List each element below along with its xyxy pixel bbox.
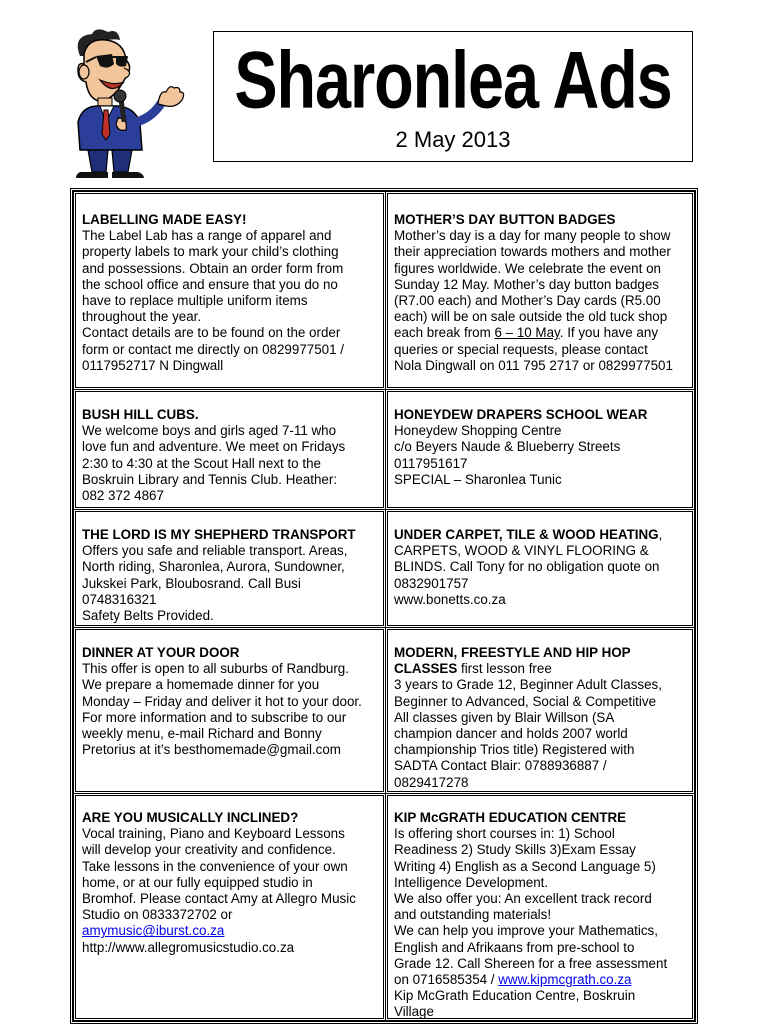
ad-line: Writing 4) English as a Second Language 5)	[394, 858, 656, 874]
ad-line: (R7.00 each) and Mother’s Day cards (R5.00	[394, 293, 661, 309]
ad-line: 0832901757	[394, 575, 469, 591]
ad-line: Grade 12. Call Shereen for a free assessment	[394, 955, 668, 971]
ad-line: Honeydew Shopping Centre	[394, 423, 562, 439]
ad-line: This offer is open to all suburbs of Randburg.	[82, 661, 349, 677]
ad-line: Beginner to Advanced, Social & Competitive	[394, 693, 657, 709]
ad-heading: HONEYDEW DRAPERS SCHOOL WEAR	[394, 407, 648, 422]
ad-line: Nola Dingwall on 011 795 2717 or 0829977501	[394, 357, 673, 373]
ad-line: Readiness 2) Study Skills 3)Exam Essay	[394, 842, 636, 858]
ad-line: Intelligence Development.	[394, 874, 549, 890]
ad-line: The Label Lab has a range of apparel and	[82, 228, 332, 244]
ad-line: queries or special requests, please contact	[394, 341, 648, 357]
ad-line: www.bonetts.co.za	[394, 591, 506, 607]
ad-line: Mother’s day is a day for many people to show	[394, 228, 671, 244]
ad-line: Offers you safe and reliable transport. Areas,	[82, 543, 348, 559]
issue-date: 2 May 2013	[395, 127, 511, 152]
ad-line: Kip McGrath Education Centre, Boskruin	[394, 988, 636, 1004]
ad-heading: CLASSES	[394, 661, 458, 677]
ad-labelling	[73, 191, 386, 390]
ad-line: weekly menu, e-mail Richard and Bonny	[82, 726, 322, 742]
ad-line	[394, 972, 688, 988]
ad-line: BLINDS. Call Tony for no obligation quote on	[394, 559, 660, 575]
ad-line: Village	[394, 1004, 434, 1020]
ad-heading: DINNER AT YOUR DOOR	[82, 645, 240, 660]
kip-website-link[interactable]: www.kipmcgrath.co.za	[498, 972, 632, 988]
ad-line: and possessions. Obtain an order form from	[82, 260, 344, 276]
ad-musically-inclined	[73, 793, 386, 1021]
ad-line: property labels to mark your child’s clothing	[82, 244, 339, 260]
ad-line: Studio on 0833372702 or	[82, 907, 233, 923]
sale-dates: 6 – 10 May	[494, 325, 560, 341]
ad-heading: MODERN, FREESTYLE AND HIP HOP	[394, 645, 631, 660]
page-title: Sharonlea Ads	[234, 34, 672, 126]
ad-line: Boskruin Library and Tennis Club. Heather:	[82, 471, 338, 487]
title-speech-bubble	[213, 31, 693, 162]
ad-line: Jukskei Park, Bloubosrand. Call Busi	[82, 575, 301, 591]
ad-line: their appreciation towards mothers and mother	[394, 244, 671, 260]
ad-line: form or contact me directly on 0829977501 /	[82, 341, 345, 357]
ad-line: 0748316321	[82, 591, 157, 607]
ad-line: English and Afrikaans from pre-school to	[394, 939, 635, 955]
ad-line: throughout the year.	[82, 309, 202, 325]
ad-line: Vocal training, Piano and Keyboard Lessons	[82, 826, 345, 842]
ad-line: SPECIAL – Sharonlea Tunic	[394, 471, 562, 487]
ad-line: Sunday 12 May. Mother’s day button badges	[394, 276, 660, 292]
ad-line: the school office and ensure that you do no	[82, 276, 338, 292]
ad-dance-classes	[385, 627, 695, 794]
ad-line: c/o Beyers Naude & Blueberry Streets	[394, 439, 621, 455]
ad-line: All classes given by Blair Willson (SA	[394, 709, 615, 725]
ad-line: 3 years to Grade 12, Beginner Adult Classes,	[394, 677, 662, 693]
ad-line: home, or at our fully equipped studio in	[82, 874, 313, 890]
ad-heading: BUSH HILL CUBS.	[82, 407, 199, 422]
ad-heading: UNDER CARPET, TILE & WOOD HEATING	[394, 527, 659, 542]
ad-line: We can help you improve your Mathematics,	[394, 923, 658, 939]
ad-line: Pretorius at it’s besthomemade@gmail.com	[82, 742, 341, 758]
ad-line: We welcome boys and girls aged 7-11 who	[82, 423, 337, 439]
ad-heading: KIP McGRATH EDUCATION CENTRE	[394, 810, 627, 825]
ad-line: 0829417278	[394, 774, 469, 790]
ad-heading-line	[394, 527, 688, 543]
ad-line: Bromhof. Please contact Amy at Allegro Music	[82, 891, 356, 907]
ad-heading: LABELLING MADE EASY!	[82, 212, 247, 227]
ad-line	[82, 923, 379, 939]
ad-line: 2:30 to 4:30 at the Scout Hall next to the	[82, 455, 321, 471]
mascot-businessman-illustration	[62, 26, 194, 178]
ad-heading: THE LORD IS MY SHEPHERD TRANSPORT	[82, 527, 356, 542]
ad-line: North riding, Sharonlea, Aurora, Sundowner,	[82, 559, 345, 575]
ad-text: ,	[658, 527, 663, 542]
music-website: http://www.allegromusicstudio.co.za	[82, 939, 295, 955]
ad-honeydew-drapers	[385, 389, 695, 510]
ad-line: For more information and to subscribe to our	[82, 709, 347, 725]
ad-line: figures worldwide. We celebrate the event on	[394, 260, 661, 276]
ad-text: on 0716585354 /	[394, 972, 499, 988]
ad-line: Contact details are to be found on the order	[82, 325, 341, 341]
ad-line: have to replace multiple uniform items	[82, 293, 308, 309]
ads-grid	[70, 188, 698, 1024]
ad-text: each break from	[394, 325, 495, 341]
ad-text: first lesson free	[457, 661, 552, 677]
ad-line: SADTA Contact Blair: 0788936887 /	[394, 758, 607, 774]
ad-mothers-day	[385, 191, 695, 390]
ad-heading: ARE YOU MUSICALLY INCLINED?	[82, 810, 299, 825]
ad-line: Monday – Friday and deliver it hot to your door.	[82, 693, 362, 709]
ad-kip-mcgrath	[385, 793, 695, 1021]
ad-dinner-at-your-door	[73, 627, 386, 794]
ad-line: championship Trios title) Registered with	[394, 742, 635, 758]
ad-line: Safety Belts Provided.	[82, 608, 214, 624]
ad-line: and outstanding materials!	[394, 907, 552, 923]
ad-bush-hill-cubs	[73, 389, 386, 510]
ad-line: Take lessons in the convenience of your own	[82, 858, 348, 874]
ad-line: We prepare a homemade dinner for you	[82, 677, 320, 693]
ad-line: CARPETS, WOOD & VINYL FLOORING &	[394, 543, 649, 559]
ad-heading-line	[394, 661, 688, 677]
ad-line: We also offer you: An excellent track record	[394, 891, 652, 907]
ad-line	[394, 325, 688, 341]
ad-shepherd-transport	[73, 509, 386, 628]
ad-line: 0117952717 N Dingwall	[82, 357, 224, 373]
ad-line: will develop your creativity and confidence.	[82, 842, 336, 858]
ad-heading: MOTHER’S DAY BUTTON BADGES	[394, 212, 616, 227]
ad-text: . If you have any	[559, 325, 659, 341]
ad-heating-flooring	[385, 509, 695, 628]
ad-line: 0117951617	[394, 455, 468, 471]
ad-line: love fun and adventure. We meet on Fridays	[82, 439, 346, 455]
ad-line: 082 372 4867	[82, 488, 164, 504]
ad-line: Is offering short courses in: 1) School	[394, 826, 615, 842]
ad-line: champion dancer and holds 2007 world	[394, 726, 628, 742]
music-email-link[interactable]: amymusic@iburst.co.za	[82, 923, 225, 939]
ad-line: each) will be on sale outside the old tuck shop	[394, 309, 668, 325]
